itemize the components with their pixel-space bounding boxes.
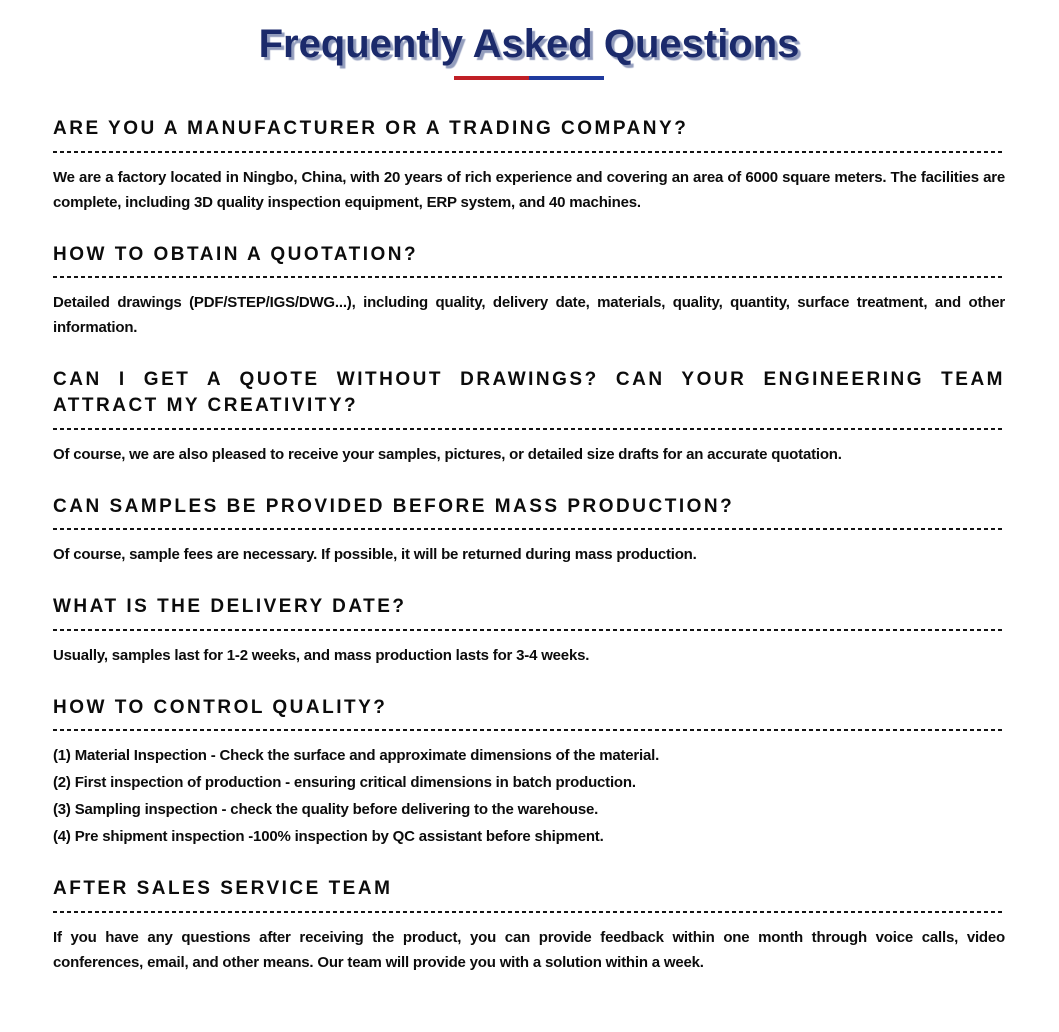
page-header (53, 22, 1005, 80)
title-underline-blue-segment (529, 76, 604, 80)
dashed-divider (53, 911, 1005, 913)
faq-question: ARE YOU A MANUFACTURER OR A TRADING COMPANY? (53, 118, 689, 139)
faq-answer: (3) Sampling inspection - check the quality before delivering to the warehouse. (53, 801, 599, 819)
faq-answers (53, 743, 1005, 849)
title-underline-red-segment (454, 76, 529, 80)
faq-answer: (1) Material Inspection - Check the surface and approximate dimensions of the material. (53, 747, 660, 765)
faq-answer: Of course, sample fees are necessary. If possible, it will be returned during mass production. (53, 546, 697, 564)
faq-section (53, 876, 1005, 975)
dashed-divider (53, 151, 1005, 153)
faq-question: HOW TO CONTROL QUALITY? (53, 696, 388, 718)
faq-section (53, 367, 1005, 466)
faq-question: CAN SAMPLES BE PROVIDED BEFORE MASS PRODUCTION? (53, 495, 735, 517)
faq-answer: Of course, we are also pleased to receive your samples, pictures, or detailed size drafts for an accurate quotation. (53, 445, 842, 463)
faq-answers (53, 542, 1005, 567)
faq-question: CAN I GET A QUOTE WITHOUT DRAWINGS? CAN YOUR ENGINEERING TEAM ATTRACT MY CREATIVITY? (53, 369, 1005, 416)
faq-answer: Usually, samples last for 1-2 weeks, and mass production lasts for 3-4 weeks. (53, 646, 590, 664)
faq-answer: (4) Pre shipment inspection -100% inspection by QC assistant before shipment. (53, 828, 604, 846)
faq-section (53, 494, 1005, 568)
faq-answers (53, 643, 1005, 668)
dashed-divider (53, 428, 1005, 430)
faq-answers (53, 290, 1005, 340)
faq-section (53, 116, 1005, 215)
dashed-divider (53, 528, 1005, 530)
faq-section (53, 695, 1005, 850)
faq-list (53, 116, 1005, 975)
faq-question: AFTER SALES SERVICE TEAM (53, 878, 393, 900)
faq-answer: We are a factory located in Ningbo, China, with 20 years of rich experience and covering an area of 6000 square meters. The facilities are complete, including 3D quality inspection equipment, ERP system, and 40 machines. (53, 168, 1005, 211)
page-title: Frequently Asked Questions (258, 22, 800, 66)
faq-question: WHAT IS THE DELIVERY DATE? (53, 596, 407, 618)
faq-answer: Detailed drawings (PDF/STEP/IGS/DWG...), including quality, delivery date, materials, quality, quantity, surface treatment, and other information. (53, 294, 1005, 337)
dashed-divider (53, 729, 1005, 731)
dashed-divider (53, 629, 1005, 631)
faq-question: HOW TO OBTAIN A QUOTATION? (53, 243, 419, 265)
faq-section (53, 242, 1005, 341)
faq-section (53, 594, 1005, 668)
faq-answer: If you have any questions after receiving the product, you can provide feedback within one month through voice calls, video conferences, email, and other means. Our team will provide you with a solution within a week. (53, 929, 1005, 972)
title-underline (454, 76, 604, 80)
faq-answers (53, 442, 1005, 467)
faq-answers (53, 925, 1005, 975)
faq-answer: (2) First inspection of production - ensuring critical dimensions in batch production. (53, 774, 636, 792)
dashed-divider (53, 276, 1005, 278)
faq-answers (53, 165, 1005, 215)
